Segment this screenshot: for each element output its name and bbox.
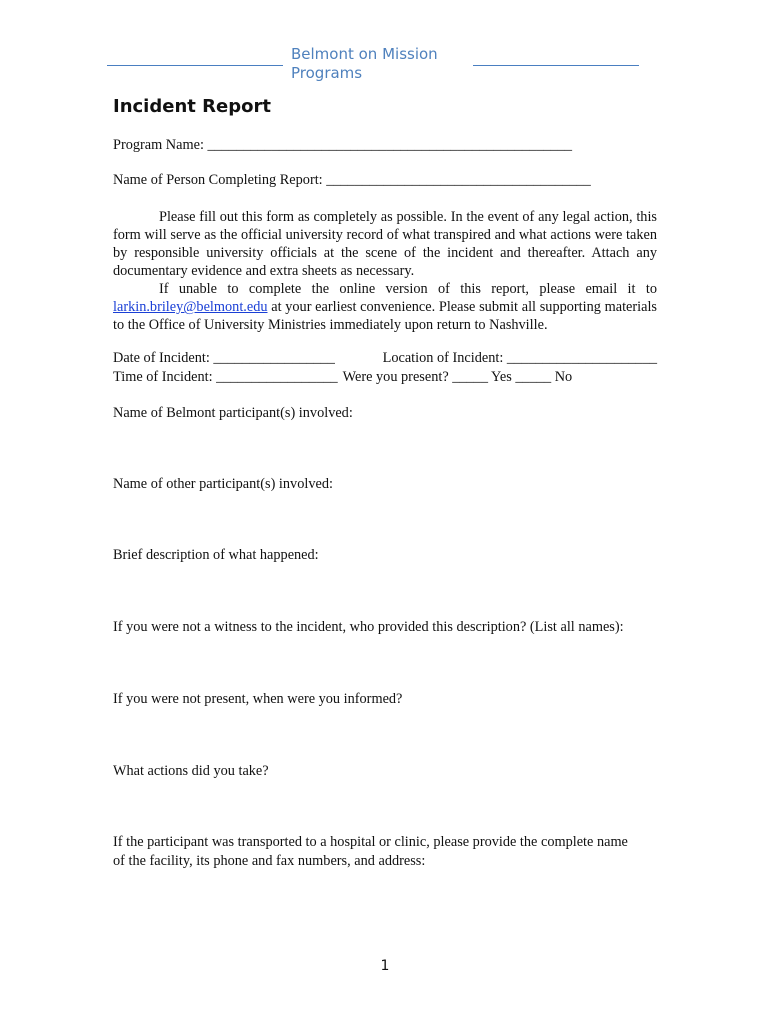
date-location-row [113, 350, 657, 367]
instructions-paragraph-1 [113, 208, 657, 280]
time-of-incident-field: Time of Incident: _________________ [113, 369, 338, 385]
informed-question: If you were not present, when were you informed? [113, 691, 403, 707]
email-link[interactable]: larkin.briley@belmont.edu [113, 299, 268, 315]
belmont-participants-question: Name of Belmont participant(s) involved: [113, 405, 353, 421]
actions-question: What actions did you take? [113, 763, 269, 779]
header-title: Belmont on Mission Programs [291, 45, 438, 82]
instructions-text-2b: at your earliest convenience. Please submit all supporting materials to the Office of University Ministries immediately upon return to Nashville. [113, 299, 658, 333]
hospital-question: If the participant was transported to a hospital or clinic, please provide the complete name of the facility, its phone and fax numbers, and address: [113, 834, 628, 869]
instructions-text-1: Please fill out this form as completely as possible. In the event of any legal action, this form will serve as the official university record of what transpired and what actions were taken by responsible university officials at the scene of the incident and thereafter. Attach any documentary evidence and extra sheets as necessary. [113, 209, 657, 279]
header-rule-right [473, 65, 639, 66]
other-participants-question: Name of other participant(s) involved: [113, 476, 333, 492]
person-completing-field: Name of Person Completing Report: _____________________________________ [113, 172, 591, 188]
date-of-incident-field: Date of Incident: _________________ [113, 350, 335, 366]
witness-question: If you were not a witness to the incident, who provided this description? (List all names): [113, 619, 624, 635]
description-question: Brief description of what happened: [113, 547, 319, 563]
page-number: 1 [380, 958, 390, 974]
instructions-paragraph-2 [113, 280, 657, 334]
location-of-incident-field: Location of Incident: _____________________ [382, 350, 657, 366]
document-title: Incident Report [113, 96, 271, 117]
time-present-row [113, 369, 657, 386]
instructions-text-2a: If unable to complete the online version of this report, please email it to [159, 281, 657, 297]
header-rule-left [107, 65, 283, 66]
were-you-present-field: Were you present? _____ Yes _____ No [342, 369, 573, 385]
program-name-field: Program Name: ___________________________________________________ [113, 137, 573, 153]
